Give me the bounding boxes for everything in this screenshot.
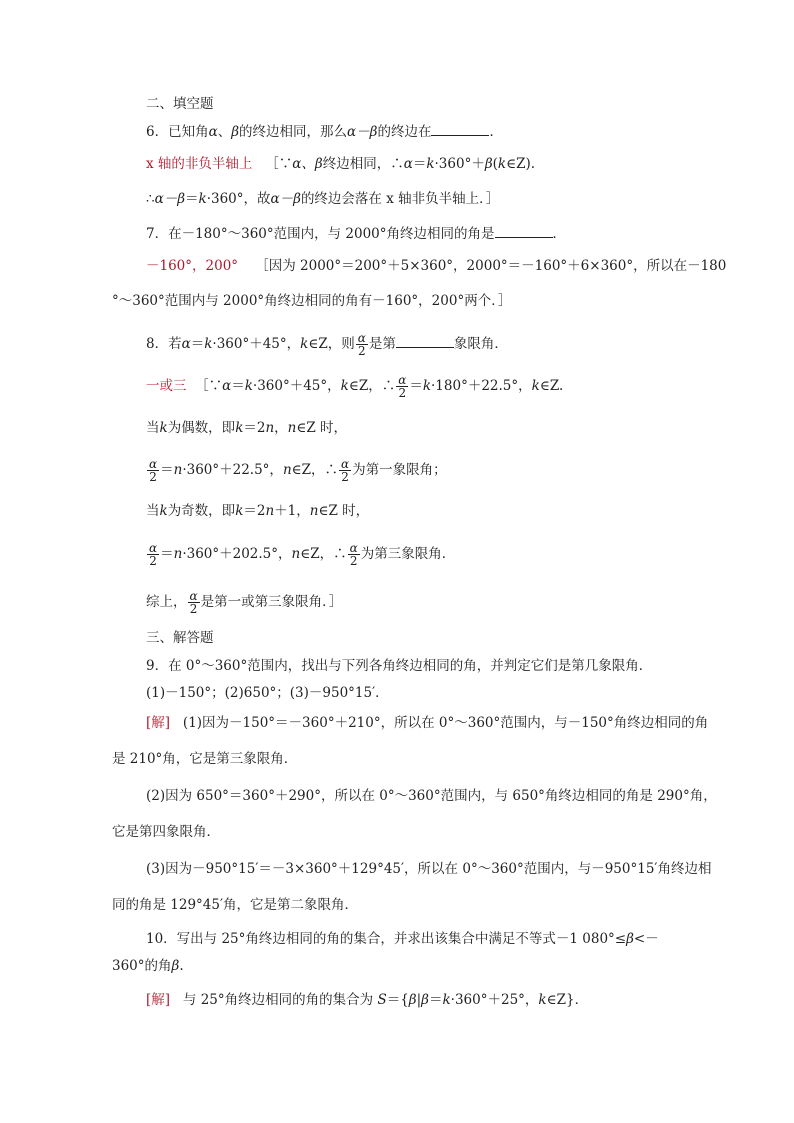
q7-stem: 7．在－180°～360°范围内，与 2000°角终边相同的角是 ．	[146, 226, 567, 242]
q9-solution-2b: 它是第四象限角．	[112, 824, 220, 840]
q8-stem: 8．若α＝k·360°＋45°，k∈Z，则 $\frac{\alpha}{2}$ 是第 象限角．	[146, 331, 508, 358]
fraction-alpha-over-2: $\frac{\alpha}{2}$	[341, 457, 350, 484]
q9-solution-3a: (3)因为－950°15′＝－3×360°＋129°45′，所以在 0°～360°范围内，与－950°15′角终边相	[146, 861, 712, 877]
q8-answer-line: 一或三 ［∵α＝k·360°＋45°，k∈Z，∴ $\frac{\alpha}{2}$ ＝k·180°＋22.5°，k∈Z.	[146, 373, 564, 400]
q7-answer: －160°，200°	[146, 258, 239, 274]
q7-answer-line: －160°，200° ［因为 2000°＝200°＋5×360°，2000°＝－160°＋6×360°，所以在－180	[146, 258, 727, 274]
q6-answer: x 轴的非负半轴上	[146, 156, 253, 172]
q9-solution-2a: (2)因为 650°＝360°＋290°，所以在 0°～360°范围内，与 650°角终边相同的角是 290°角，	[146, 788, 717, 804]
q8-summary: 综上， $\frac{\alpha}{2}$ 是第一或第三象限角．］	[146, 589, 343, 616]
fraction-alpha-over-2: $\frac{\alpha}{2}$	[398, 373, 407, 400]
jie-label: [解]	[146, 715, 171, 731]
q9-solution-1a: [解] (1)因为－150°＝－360°＋210°，所以在 0°～360°范围内，与－150°角终边相同的角	[146, 715, 709, 731]
q8-even-equation: $\frac{\alpha}{2}$ ＝n·360°＋22.5°，n∈Z，∴ $\frac{\alpha}{2}$ 为第一象限角；	[149, 457, 447, 484]
q10-solution: [解] 与 25°角终边相同的角的集合为 S＝{β|β＝k·360°＋25°，k∈Z}．	[146, 992, 589, 1008]
q9-solution-1b: 是 210°角，它是第三象限角．	[112, 751, 298, 767]
q10-stem: 10．写出与 25°角终边相同的角的集合，并求出该集合中满足不等式－1 080°≤β<－	[146, 931, 659, 947]
fraction-alpha-over-2: $\frac{\alpha}{2}$	[357, 331, 366, 358]
answer-blank	[495, 225, 553, 238]
q8-even-case: 当k为偶数，即k＝2n，n∈Z 时，	[146, 420, 348, 436]
q7-explanation: °～360°范围内与 2000°角终边相同的角有－160°，200°两个．］	[112, 293, 512, 309]
q10-stem-cont: 360°的角β.	[112, 958, 184, 974]
answer-blank	[431, 123, 489, 136]
q6-stem: 6．已知角α、β的终边相同，那么α－β的终边在 ．	[146, 124, 503, 140]
q9-parts: (1)－150°；(2)650°；(3)－950°15′．	[146, 685, 389, 701]
q9-stem: 9．在 0°～360°范围内，找出与下列各角终边相同的角，并判定它们是第几象限角．	[146, 658, 653, 674]
fraction-alpha-over-2: $\frac{\alpha}{2}$	[349, 541, 358, 568]
answer-blank	[396, 335, 454, 348]
fraction-alpha-over-2: $\frac{\alpha}{2}$	[189, 589, 198, 616]
section-title-solve: 三、解答题	[146, 630, 214, 646]
q8-odd-case: 当k为奇数，即k＝2n＋1，n∈Z 时，	[146, 503, 370, 519]
fraction-alpha-over-2: $\frac{\alpha}{2}$	[149, 541, 158, 568]
section-title-fill: 二、填空题	[146, 96, 214, 112]
q6-explanation: ∴α－β＝k·360°，故α－β的终边会落在 x 轴非负半轴上．］	[146, 191, 500, 207]
jie-label: [解]	[146, 992, 171, 1008]
fraction-alpha-over-2: $\frac{\alpha}{2}$	[149, 457, 158, 484]
q8-answer: 一或三	[146, 378, 187, 394]
q6-answer-line: x 轴的非负半轴上 ［∵α、β终边相同，∴α＝k·360°＋β(k∈Z).	[146, 156, 536, 172]
q9-solution-3b: 同的角是 129°45′角，它是第二象限角．	[112, 897, 359, 913]
q8-odd-equation: $\frac{\alpha}{2}$ ＝n·360°＋202.5°，n∈Z，∴ $\frac{\alpha}{2}$ 为第三象限角．	[149, 541, 456, 568]
